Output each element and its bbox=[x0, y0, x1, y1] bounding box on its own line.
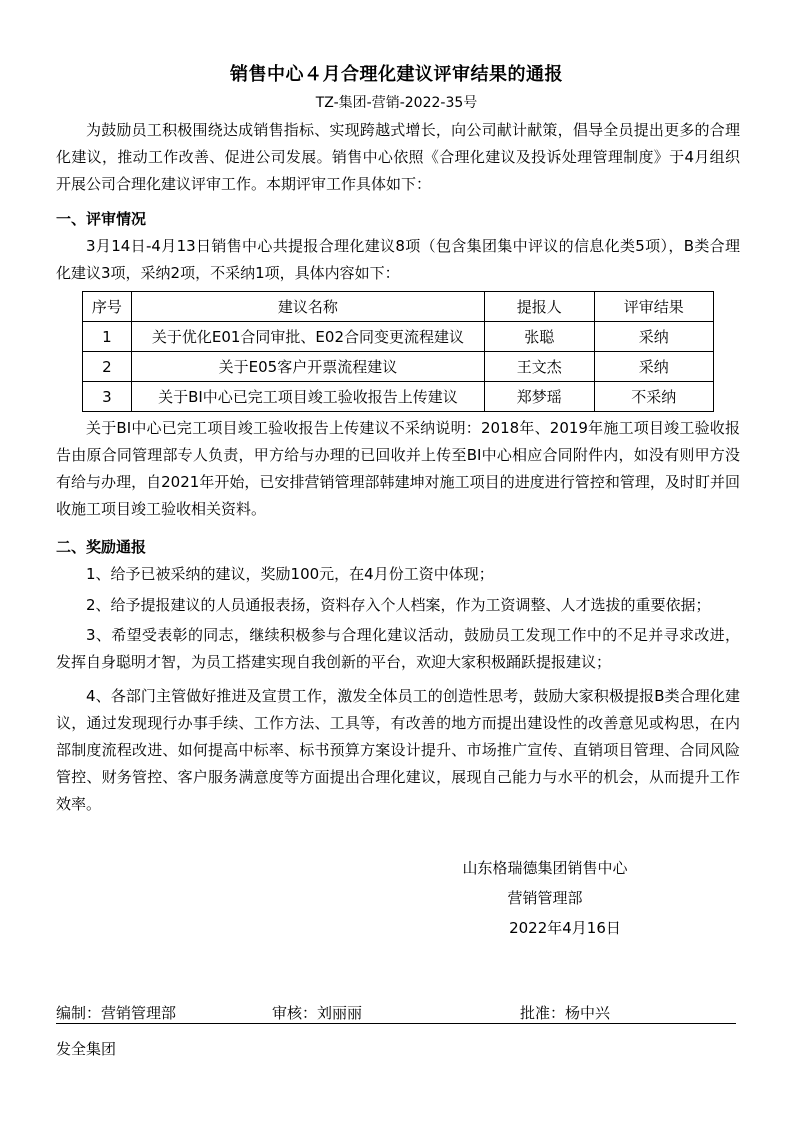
reward-item-3: 3、希望受表彰的同志，继续积极参与合理化建议活动，鼓励员工发现工作中的不足并寻求改进，发挥自身聪明才智，为员工搭建实现自我创新的平台，欢迎大家积极踊跃提报建议； bbox=[56, 626, 740, 671]
cell-number: 3 bbox=[83, 382, 132, 412]
cell-suggestion-name: 关于优化E01合同审批、E02合同变更流程建议 bbox=[131, 322, 484, 352]
cell-suggestion-name: 关于BI中心已完工项目竣工验收报告上传建议 bbox=[131, 382, 484, 412]
column-header-result: 评审结果 bbox=[594, 292, 713, 322]
column-header-suggestion-name: 建议名称 bbox=[131, 292, 484, 322]
cell-submitter: 张聪 bbox=[485, 322, 594, 352]
footer-reviewed-by: 审核：刘丽丽 bbox=[272, 1004, 363, 1022]
cell-number: 2 bbox=[83, 352, 132, 382]
section-heading-review: 一、评审情况 bbox=[56, 210, 147, 228]
table-header-row bbox=[83, 292, 714, 322]
signature-department: 营销管理部 bbox=[507, 889, 583, 907]
cell-result: 采纳 bbox=[594, 322, 713, 352]
reward-item-2: 2、给予提报建议的人员通报表扬，资料存入个人档案，作为工资调整、人才选拔的重要依据； bbox=[86, 596, 711, 614]
reward-item-1: 1、给予已被采纳的建议，奖励100元，在4月份工资中体现； bbox=[86, 565, 494, 583]
footer-distribution: 发全集团 bbox=[56, 1040, 117, 1058]
table-row bbox=[83, 382, 714, 412]
footer-approved-by: 批准：杨中兴 bbox=[520, 1004, 611, 1022]
intro-paragraph: 为鼓励员工积极围绕达成销售指标、实现跨越式增长，向公司献计献策，倡导全员提出更多的合理化建议，推动工作改善、促进公司发展。销售中心依照《合理化建议及投诉处理管理制度》于4月组织开展公司合理化建议评审工作。本期评审工作具体如下： bbox=[56, 121, 740, 193]
table-row bbox=[83, 322, 714, 352]
column-header-submitter: 提报人 bbox=[485, 292, 594, 322]
footer-divider bbox=[56, 1023, 736, 1024]
cell-suggestion-name: 关于E05客户开票流程建议 bbox=[131, 352, 484, 382]
signature-date: 2022年4月16日 bbox=[509, 919, 621, 937]
cell-submitter: 王文杰 bbox=[485, 352, 594, 382]
rejection-note: 关于BI中心已完工项目竣工验收报告上传建议不采纳说明：2018年、2019年施工项目竣工验收报告由原合同管理部专人负责，甲方给与办理的已回收并上传至BI中心相应合同附件内，如没有则甲方没有给与办理，自2021年开始，已安排营销管理部韩建坤对施工项目的进度进行管控和管理，及时盯并回收施工项目竣工验收相关资料。 bbox=[56, 419, 740, 518]
signature-organization: 山东格瑞德集团销售中心 bbox=[462, 859, 628, 877]
cell-number: 1 bbox=[83, 322, 132, 352]
reward-item-4: 4、各部门主管做好推进及宣贯工作，激发全体员工的创造性思考，鼓励大家积极提报B类合理化建议，通过发现现行办事手续、工作方法、工具等，有改善的地方而提出建设性的改善意见或构思，在内部制度流程改进、如何提高中标率、标书预算方案设计提升、市场推广宣传、直销项目管理、合同风险管控、财务管控、客户服务满意度等方面提出合理化建议，展现自己能力与水平的机会，从而提升工作效率。 bbox=[56, 687, 740, 813]
document-number: TZ-集团-营销-2022-35号 bbox=[315, 95, 478, 111]
footer-prepared-by: 编制：营销管理部 bbox=[56, 1004, 177, 1022]
cell-submitter: 郑梦瑶 bbox=[485, 382, 594, 412]
cell-result: 不采纳 bbox=[594, 382, 713, 412]
table-row bbox=[83, 352, 714, 382]
cell-result: 采纳 bbox=[594, 352, 713, 382]
review-summary: 3月14日-4月13日销售中心共提报合理化建议8项（包含集团集中评议的信息化类5项），B类合理化建议3项，采纳2项，不采纳1项，具体内容如下： bbox=[56, 237, 740, 282]
review-results-table bbox=[82, 291, 714, 412]
document-title: 销售中心４月合理化建议评审结果的通报 bbox=[230, 64, 563, 85]
column-header-number: 序号 bbox=[83, 292, 132, 322]
section-heading-rewards: 二、奖励通报 bbox=[56, 538, 147, 556]
